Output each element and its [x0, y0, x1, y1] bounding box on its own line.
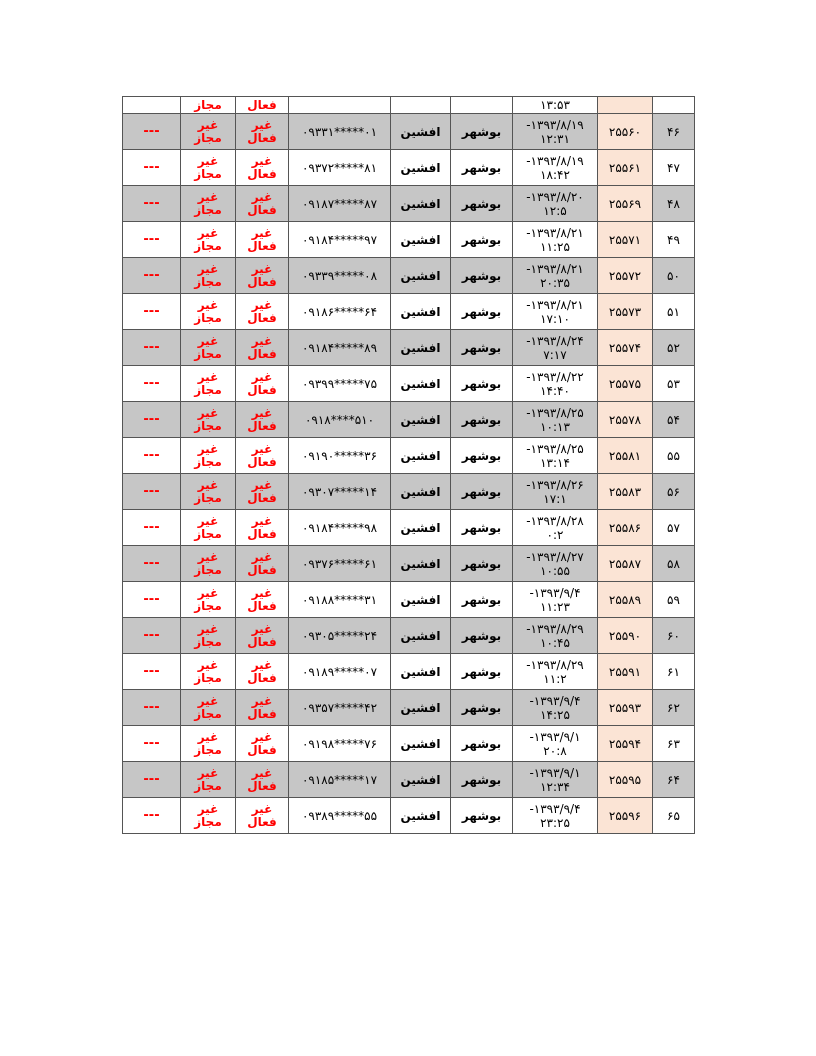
province-cell: بوشهر: [451, 546, 513, 582]
index-cell: ۵۱: [653, 294, 695, 330]
table-row: [123, 222, 695, 258]
city-cell: افشین: [391, 618, 451, 654]
city-cell: افشین: [391, 186, 451, 222]
city-cell: افشین: [391, 258, 451, 294]
note-cell: ---: [123, 474, 181, 510]
status-cell: غیر فعال: [236, 402, 289, 438]
table-row: [123, 546, 695, 582]
code-cell: ۲۵۵۹۴: [598, 726, 653, 762]
city-cell: [391, 97, 451, 114]
note-cell: ---: [123, 114, 181, 150]
index-cell: ۵۰: [653, 258, 695, 294]
city-cell: افشین: [391, 654, 451, 690]
city-cell: افشین: [391, 474, 451, 510]
city-cell: افشین: [391, 366, 451, 402]
phone-cell: ۰۹۳۳۹*****۰۸: [289, 258, 391, 294]
phone-cell: ۰۹۳۳۱*****۰۱: [289, 114, 391, 150]
note-cell: [123, 97, 181, 114]
note-cell: ---: [123, 402, 181, 438]
index-cell: ۵۳: [653, 366, 695, 402]
province-cell: بوشهر: [451, 294, 513, 330]
note-cell: ---: [123, 222, 181, 258]
note-cell: ---: [123, 186, 181, 222]
code-cell: ۲۵۵۶۱: [598, 150, 653, 186]
status-cell: غیر فعال: [236, 330, 289, 366]
datetime-cell: -۱۳۹۳/۸/۲۵ ۱۰:۱۳: [513, 402, 598, 438]
note-cell: ---: [123, 618, 181, 654]
note-cell: ---: [123, 330, 181, 366]
datetime-cell: -۱۳۹۳/۸/۲۶ ۱۷:۱: [513, 474, 598, 510]
datetime-cell: -۱۳۹۳/۸/۲۰ ۱۲:۵: [513, 186, 598, 222]
phone-cell: ۰۹۱۸۴*****۹۸: [289, 510, 391, 546]
note-cell: ---: [123, 690, 181, 726]
table-row: [123, 366, 695, 402]
status-cell: غیر فعال: [236, 510, 289, 546]
status-cell: غیر فعال: [236, 222, 289, 258]
city-cell: افشین: [391, 798, 451, 834]
index-cell: ۵۸: [653, 546, 695, 582]
phone-cell: ۰۹۱۹۸*****۷۶: [289, 726, 391, 762]
status-cell: غیر فعال: [236, 438, 289, 474]
phone-cell: [289, 97, 391, 114]
datetime-cell: -۱۳۹۳/۹/۱ ۲۰:۸: [513, 726, 598, 762]
phone-cell: ۰۹۱۸۶*****۶۴: [289, 294, 391, 330]
index-cell: ۴۹: [653, 222, 695, 258]
city-cell: افشین: [391, 114, 451, 150]
status-cell: غیر فعال: [236, 294, 289, 330]
city-cell: افشین: [391, 402, 451, 438]
code-cell: ۲۵۵۸۱: [598, 438, 653, 474]
datetime-cell: -۱۳۹۳/۹/۴ ۱۱:۲۳: [513, 582, 598, 618]
table-row: [123, 186, 695, 222]
permission-cell: غیر مجاز: [181, 618, 236, 654]
table-row: [123, 690, 695, 726]
province-cell: بوشهر: [451, 222, 513, 258]
permission-cell: غیر مجاز: [181, 150, 236, 186]
province-cell: بوشهر: [451, 618, 513, 654]
permission-cell: مجاز: [181, 97, 236, 114]
code-cell: ۲۵۵۸۳: [598, 474, 653, 510]
note-cell: ---: [123, 510, 181, 546]
index-cell: ۶۵: [653, 798, 695, 834]
index-cell: [653, 97, 695, 114]
city-cell: افشین: [391, 546, 451, 582]
index-cell: ۴۸: [653, 186, 695, 222]
index-cell: ۵۵: [653, 438, 695, 474]
province-cell: بوشهر: [451, 150, 513, 186]
province-cell: بوشهر: [451, 330, 513, 366]
datetime-cell: -۱۳۹۳/۸/۱۹ ۱۲:۳۱: [513, 114, 598, 150]
province-cell: بوشهر: [451, 438, 513, 474]
phone-cell: ۰۹۳۰۷*****۱۴: [289, 474, 391, 510]
table-row: [123, 726, 695, 762]
province-cell: بوشهر: [451, 798, 513, 834]
status-cell: غیر فعال: [236, 798, 289, 834]
status-cell: غیر فعال: [236, 654, 289, 690]
datetime-cell: -۱۳۹۳/۸/۲۹ ۱۰:۴۵: [513, 618, 598, 654]
datetime-cell: -۱۳۹۳/۸/۲۵ ۱۳:۱۴: [513, 438, 598, 474]
table-row: [123, 150, 695, 186]
permission-cell: غیر مجاز: [181, 690, 236, 726]
code-cell: ۲۵۵۸۶: [598, 510, 653, 546]
city-cell: افشین: [391, 222, 451, 258]
note-cell: ---: [123, 582, 181, 618]
province-cell: بوشهر: [451, 690, 513, 726]
province-cell: بوشهر: [451, 726, 513, 762]
code-cell: ۲۵۵۹۶: [598, 798, 653, 834]
province-cell: بوشهر: [451, 258, 513, 294]
phone-cell: ۰۹۳۰۵*****۲۴: [289, 618, 391, 654]
index-cell: ۶۲: [653, 690, 695, 726]
code-cell: ۲۵۵۹۰: [598, 618, 653, 654]
code-cell: ۲۵۵۷۱: [598, 222, 653, 258]
status-cell: غیر فعال: [236, 474, 289, 510]
province-cell: بوشهر: [451, 762, 513, 798]
status-cell: غیر فعال: [236, 366, 289, 402]
permission-cell: غیر مجاز: [181, 726, 236, 762]
permission-cell: غیر مجاز: [181, 762, 236, 798]
status-cell: غیر فعال: [236, 618, 289, 654]
phone-cell: ۰۹۳۷۶*****۶۱: [289, 546, 391, 582]
code-cell: ۲۵۵۹۱: [598, 654, 653, 690]
table-row: [123, 438, 695, 474]
province-cell: بوشهر: [451, 510, 513, 546]
index-cell: ۵۶: [653, 474, 695, 510]
city-cell: افشین: [391, 438, 451, 474]
table-row: [123, 114, 695, 150]
province-cell: بوشهر: [451, 474, 513, 510]
permission-cell: غیر مجاز: [181, 582, 236, 618]
note-cell: ---: [123, 438, 181, 474]
province-cell: بوشهر: [451, 114, 513, 150]
status-cell: غیر فعال: [236, 186, 289, 222]
phone-cell: ۰۹۱۸۴*****۹۷: [289, 222, 391, 258]
code-cell: ۲۵۵۷۴: [598, 330, 653, 366]
note-cell: ---: [123, 726, 181, 762]
code-cell: ۲۵۵۷۲: [598, 258, 653, 294]
phone-cell: ۰۹۱۸۹*****۰۷: [289, 654, 391, 690]
city-cell: افشین: [391, 510, 451, 546]
phone-cell: ۰۹۳۵۷*****۴۲: [289, 690, 391, 726]
index-cell: ۴۶: [653, 114, 695, 150]
status-cell: غیر فعال: [236, 762, 289, 798]
province-cell: بوشهر: [451, 402, 513, 438]
status-cell: غیر فعال: [236, 114, 289, 150]
note-cell: ---: [123, 654, 181, 690]
note-cell: ---: [123, 798, 181, 834]
table-row: [123, 762, 695, 798]
datetime-cell: ۱۳:۵۳: [513, 97, 598, 114]
city-cell: افشین: [391, 294, 451, 330]
table-row: [123, 510, 695, 546]
permission-cell: غیر مجاز: [181, 438, 236, 474]
permission-cell: غیر مجاز: [181, 402, 236, 438]
permission-cell: غیر مجاز: [181, 366, 236, 402]
permission-cell: غیر مجاز: [181, 510, 236, 546]
city-cell: افشین: [391, 330, 451, 366]
status-cell: غیر فعال: [236, 726, 289, 762]
permission-cell: غیر مجاز: [181, 330, 236, 366]
status-cell: غیر فعال: [236, 258, 289, 294]
phone-cell: ۰۹۱۸۴*****۸۹: [289, 330, 391, 366]
phone-cell: ۰۹۳۷۲*****۸۱: [289, 150, 391, 186]
phone-cell: ۰۹۱۸****۵۱۰: [289, 402, 391, 438]
phone-cell: ۰۹۳۹۹*****۷۵: [289, 366, 391, 402]
code-cell: ۲۵۵۹۳: [598, 690, 653, 726]
index-cell: ۶۳: [653, 726, 695, 762]
table-row-partial: [123, 97, 695, 114]
code-cell: ۲۵۵۷۳: [598, 294, 653, 330]
province-cell: بوشهر: [451, 582, 513, 618]
table-row: [123, 294, 695, 330]
code-cell: ۲۵۵۷۸: [598, 402, 653, 438]
code-cell: ۲۵۵۶۰: [598, 114, 653, 150]
note-cell: ---: [123, 546, 181, 582]
code-cell: ۲۵۵۸۷: [598, 546, 653, 582]
table-row: [123, 402, 695, 438]
permission-cell: غیر مجاز: [181, 222, 236, 258]
phone-cell: ۰۹۱۹۰*****۳۶: [289, 438, 391, 474]
permission-cell: غیر مجاز: [181, 294, 236, 330]
index-cell: ۶۴: [653, 762, 695, 798]
status-cell: فعال: [236, 97, 289, 114]
status-cell: غیر فعال: [236, 690, 289, 726]
datetime-cell: -۱۳۹۳/۸/۲۱ ۱۷:۱۰: [513, 294, 598, 330]
table-row: [123, 258, 695, 294]
note-cell: ---: [123, 294, 181, 330]
datetime-cell: -۱۳۹۳/۹/۱ ۱۲:۳۴: [513, 762, 598, 798]
table-row: [123, 654, 695, 690]
index-cell: ۵۲: [653, 330, 695, 366]
table-row: [123, 798, 695, 834]
code-cell: [598, 97, 653, 114]
datetime-cell: -۱۳۹۳/۸/۲۱ ۲۰:۳۵: [513, 258, 598, 294]
index-cell: ۶۱: [653, 654, 695, 690]
note-cell: ---: [123, 258, 181, 294]
index-cell: ۵۷: [653, 510, 695, 546]
phone-cell: ۰۹۱۸۵*****۱۷: [289, 762, 391, 798]
code-cell: ۲۵۵۹۵: [598, 762, 653, 798]
index-cell: ۵۴: [653, 402, 695, 438]
status-cell: غیر فعال: [236, 582, 289, 618]
table-row: [123, 474, 695, 510]
phone-cell: ۰۹۱۸۸*****۳۱: [289, 582, 391, 618]
datetime-cell: -۱۳۹۳/۸/۲۱ ۱۱:۲۵: [513, 222, 598, 258]
table-row: [123, 618, 695, 654]
code-cell: ۲۵۵۷۵: [598, 366, 653, 402]
permission-cell: غیر مجاز: [181, 186, 236, 222]
permission-cell: غیر مجاز: [181, 798, 236, 834]
city-cell: افشین: [391, 762, 451, 798]
status-cell: غیر فعال: [236, 546, 289, 582]
datetime-cell: -۱۳۹۳/۸/۲۲ ۱۴:۴۰: [513, 366, 598, 402]
table-row: [123, 582, 695, 618]
datetime-cell: -۱۳۹۳/۸/۱۹ ۱۸:۴۲: [513, 150, 598, 186]
records-table: [122, 96, 695, 834]
permission-cell: غیر مجاز: [181, 474, 236, 510]
index-cell: ۶۰: [653, 618, 695, 654]
province-cell: بوشهر: [451, 654, 513, 690]
phone-cell: ۰۹۳۸۹*****۵۵: [289, 798, 391, 834]
index-cell: ۵۹: [653, 582, 695, 618]
code-cell: ۲۵۵۶۹: [598, 186, 653, 222]
status-cell: غیر فعال: [236, 150, 289, 186]
note-cell: ---: [123, 762, 181, 798]
datetime-cell: -۱۳۹۳/۸/۲۸ ۰:۲: [513, 510, 598, 546]
index-cell: ۴۷: [653, 150, 695, 186]
note-cell: ---: [123, 150, 181, 186]
note-cell: ---: [123, 366, 181, 402]
permission-cell: غیر مجاز: [181, 114, 236, 150]
table-row: [123, 330, 695, 366]
phone-cell: ۰۹۱۸۷*****۸۷: [289, 186, 391, 222]
city-cell: افشین: [391, 690, 451, 726]
datetime-cell: -۱۳۹۳/۸/۲۴ ۷:۱۷: [513, 330, 598, 366]
city-cell: افشین: [391, 582, 451, 618]
permission-cell: غیر مجاز: [181, 546, 236, 582]
province-cell: بوشهر: [451, 186, 513, 222]
datetime-cell: -۱۳۹۳/۹/۴ ۲۳:۲۵: [513, 798, 598, 834]
province-cell: [451, 97, 513, 114]
city-cell: افشین: [391, 150, 451, 186]
datetime-cell: -۱۳۹۳/۸/۲۹ ۱۱:۲: [513, 654, 598, 690]
province-cell: بوشهر: [451, 366, 513, 402]
permission-cell: غیر مجاز: [181, 258, 236, 294]
code-cell: ۲۵۵۸۹: [598, 582, 653, 618]
datetime-cell: -۱۳۹۳/۸/۲۷ ۱۰:۵۵: [513, 546, 598, 582]
datetime-cell: -۱۳۹۳/۹/۴ ۱۴:۲۵: [513, 690, 598, 726]
city-cell: افشین: [391, 726, 451, 762]
permission-cell: غیر مجاز: [181, 654, 236, 690]
